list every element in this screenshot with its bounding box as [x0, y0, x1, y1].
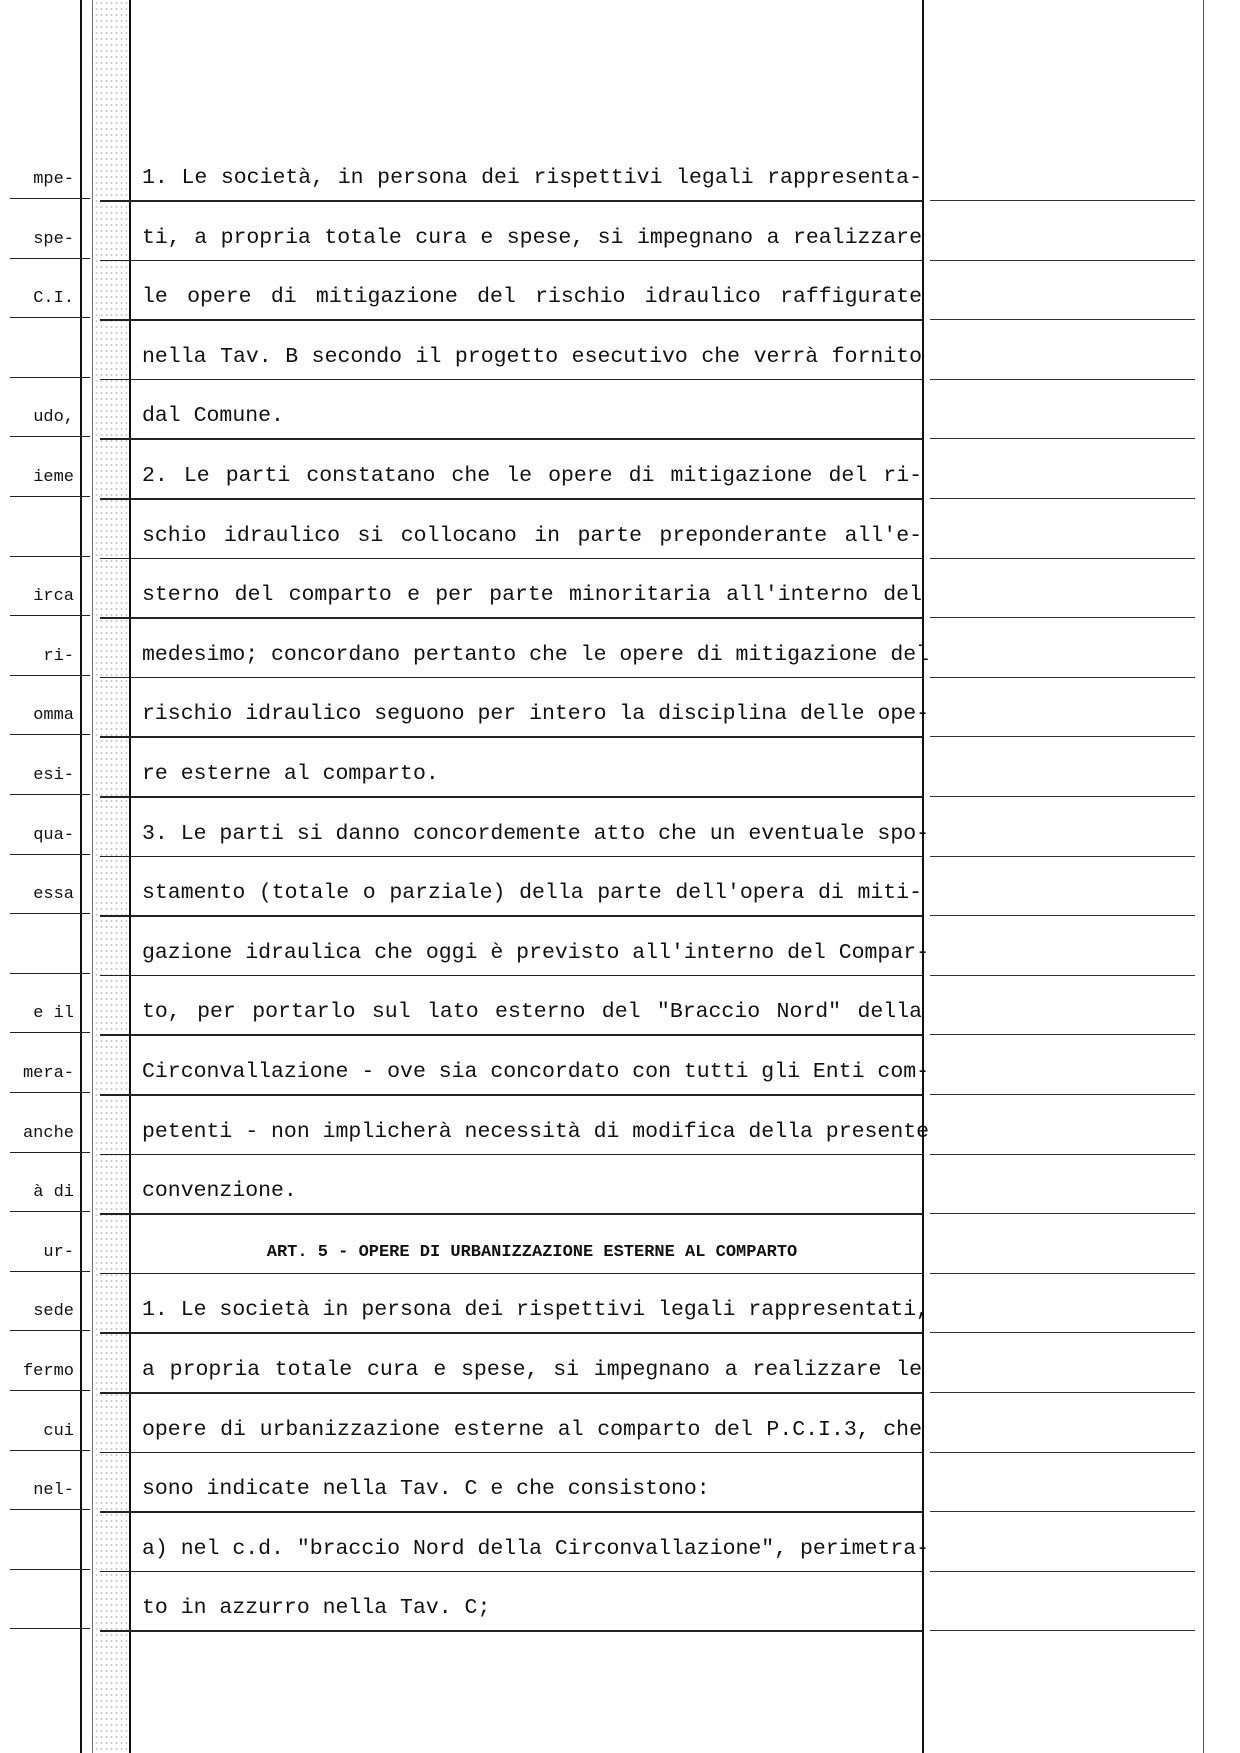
- ruled-line: [10, 436, 90, 437]
- ruled-line: [100, 1034, 923, 1036]
- body-line: schio idraulico si collocano in parte preponderante all'e-: [142, 523, 922, 548]
- ruled-line: [100, 1273, 923, 1275]
- margin-fragment: mera-: [22, 1064, 74, 1083]
- text-line: [0, 1414, 1240, 1474]
- body-line: a propria totale cura e spese, si impegnano a realizzare le: [142, 1358, 922, 1382]
- ruled-line: [930, 498, 1195, 499]
- body-line: convenzione.: [142, 1179, 297, 1204]
- ruled-line: [930, 1452, 1195, 1453]
- margin-fragment: mpe-: [33, 170, 74, 189]
- ruled-line: [930, 796, 1195, 797]
- ruled-line: [930, 915, 1195, 916]
- ruled-line: [930, 558, 1195, 559]
- ruled-line: [100, 200, 923, 202]
- ruled-line: [100, 856, 923, 858]
- text-line: [0, 460, 1240, 520]
- ruled-line: [100, 1452, 923, 1454]
- body-line: nella Tav. B secondo il progetto esecutivo che verrà fornito: [142, 344, 922, 369]
- ruled-line: [10, 1628, 90, 1629]
- ruled-line: [930, 856, 1195, 857]
- ruled-line: [10, 1569, 90, 1570]
- margin-fragment: e il: [33, 1004, 74, 1024]
- body-line: le opere di mitigazione del rischio idraulico raffigurate: [142, 285, 922, 310]
- margin-fragment: C.I.: [33, 289, 74, 309]
- ruled-line: [100, 1392, 923, 1394]
- body-line: 3. Le parti si danno concordemente atto che un eventuale spo-: [142, 821, 930, 846]
- text-line: [0, 1592, 1240, 1652]
- ruled-line: [10, 734, 90, 735]
- ruled-line: [10, 854, 90, 855]
- ruled-line: [100, 1154, 923, 1156]
- ruled-line: [930, 1332, 1195, 1333]
- ruled-line: [10, 556, 90, 557]
- ruled-line: [930, 260, 1195, 261]
- ruled-line: [10, 1509, 90, 1510]
- body-line: sterno del comparto e per parte minoritaria all'interno del: [142, 583, 922, 608]
- ruled-line: [100, 319, 923, 321]
- margin-fragment: ieme: [33, 468, 74, 487]
- text-line: [0, 1056, 1240, 1116]
- ruled-line: [100, 438, 923, 440]
- ruled-line: [100, 617, 923, 619]
- ruled-line: [930, 200, 1195, 201]
- text-line: [0, 1354, 1240, 1414]
- margin-fragment: qua-: [33, 825, 74, 845]
- ruled-line: [930, 617, 1195, 618]
- ruled-line: [100, 1094, 923, 1096]
- ruled-line: [930, 438, 1195, 439]
- text-line: [0, 1294, 1240, 1354]
- body-line: dal Comune.: [142, 404, 284, 429]
- ruled-line: [10, 1271, 90, 1272]
- text-line: [0, 937, 1240, 997]
- ruled-line: [100, 796, 923, 798]
- text-line: [0, 818, 1240, 878]
- body-line: a) nel c.d. "braccio Nord della Circonvallazione", perimetra-: [142, 1536, 930, 1561]
- ruled-line: [930, 1154, 1195, 1155]
- ruled-line: [100, 975, 923, 977]
- ruled-line: [10, 377, 90, 378]
- ruled-line: [100, 1571, 923, 1573]
- ruled-line: [100, 1511, 923, 1513]
- body-line: medesimo; concordano pertanto che le opere di mitigazione del: [142, 642, 930, 667]
- text-line: [0, 877, 1240, 937]
- text-line: [0, 996, 1240, 1056]
- margin-fragment: cui: [43, 1421, 74, 1441]
- ruled-line: [100, 498, 923, 500]
- text-line: [0, 698, 1240, 758]
- ruled-line: [10, 1152, 90, 1153]
- article-heading: ART. 5 - OPERE DI URBANIZZAZIONE ESTERNE AL COMPARTO: [266, 1242, 798, 1262]
- ruled-line: [10, 1330, 90, 1331]
- ruled-line: [930, 1511, 1195, 1512]
- ruled-line: [100, 260, 923, 262]
- ruled-line: [10, 973, 90, 974]
- body-line: re esterne al comparto.: [142, 762, 439, 786]
- ruled-line: [930, 677, 1195, 678]
- ruled-line: [100, 677, 923, 679]
- ruled-line: [930, 1034, 1195, 1035]
- text-line: [0, 520, 1240, 580]
- body-line: rischio idraulico seguono per intero la disciplina delle ope-: [142, 702, 930, 727]
- ruled-line: [10, 1211, 90, 1212]
- text-line: [0, 162, 1240, 222]
- body-line: opere di urbanizzazione esterne al comparto del P.C.I.3, che: [142, 1417, 922, 1442]
- ruled-line: [10, 1032, 90, 1033]
- ruled-line: [10, 1390, 90, 1391]
- ruled-line: [100, 915, 923, 917]
- body-line: 2. Le parti constatano che le opere di mitigazione del ri-: [142, 464, 922, 488]
- margin-fragment: à di: [33, 1183, 74, 1203]
- ruled-line: [930, 1630, 1195, 1631]
- margin-fragment: sede: [33, 1302, 74, 1322]
- body-line: to in azzurro nella Tav. C;: [142, 1596, 491, 1621]
- body-line: 1. Le società, in persona dei rispettivi legali rappresenta-: [142, 166, 922, 190]
- body-line: 1. Le società in persona dei rispettivi legali rappresentati,: [142, 1298, 930, 1323]
- article-heading-row: [0, 1235, 1240, 1295]
- ruled-line: [930, 1094, 1195, 1095]
- margin-fragment: omma: [33, 706, 74, 726]
- ruled-line: [930, 736, 1195, 737]
- text-line: [0, 400, 1240, 460]
- margin-fragment: nel-: [33, 1481, 74, 1501]
- ruled-line: [100, 736, 923, 738]
- text-line: [0, 1473, 1240, 1533]
- ruled-line: [100, 1630, 923, 1632]
- margin-fragment: esi-: [33, 766, 74, 785]
- ruled-line: [100, 379, 923, 381]
- text-line: [0, 579, 1240, 639]
- body-line: petenti - non implicherà necessità di modifica della presente: [142, 1119, 930, 1144]
- text-line: [0, 639, 1240, 699]
- text-line: [0, 1175, 1240, 1235]
- margin-fragment: ur-: [43, 1242, 74, 1262]
- ruled-line: [930, 1213, 1195, 1214]
- ruled-line: [10, 258, 90, 259]
- ruled-line: [930, 975, 1195, 976]
- margin-fragment: essa: [33, 885, 74, 905]
- text-line: [0, 341, 1240, 401]
- body-line: to, per portarlo sul lato esterno del "Braccio Nord" della: [142, 1000, 922, 1025]
- ruled-line: [930, 379, 1195, 380]
- text-line: [0, 222, 1240, 282]
- ruled-line: [10, 317, 90, 318]
- text-line: [0, 1533, 1240, 1593]
- ruled-line: [10, 675, 90, 676]
- ruled-line: [930, 1571, 1195, 1572]
- ruled-line: [100, 1332, 923, 1334]
- ruled-line: [10, 794, 90, 795]
- ruled-line: [930, 1392, 1195, 1393]
- margin-fragment: spe-: [33, 229, 74, 249]
- body-line: gazione idraulica che oggi è previsto all'interno del Compar-: [142, 940, 930, 965]
- ruled-line: [930, 1273, 1195, 1274]
- ruled-line: [10, 1450, 90, 1451]
- ruled-line: [10, 615, 90, 616]
- ruled-line: [10, 913, 90, 914]
- margin-fragment: irca: [33, 587, 74, 607]
- ruled-line: [100, 1213, 923, 1215]
- ruled-line: [10, 496, 90, 497]
- margin-fragment: anche: [22, 1123, 74, 1143]
- ruled-line: [10, 198, 90, 199]
- text-line: [0, 281, 1240, 341]
- margin-fragment: ri-: [43, 646, 74, 666]
- text-line: [0, 1116, 1240, 1176]
- ruled-line: [100, 558, 923, 560]
- margin-fragment: udo,: [33, 408, 74, 428]
- margin-fragment: fermo: [22, 1362, 74, 1381]
- text-line: [0, 758, 1240, 818]
- body-line: sono indicate nella Tav. C e che consistono:: [142, 1477, 710, 1502]
- body-line: Circonvallazione - ove sia concordato con tutti gli Enti com-: [142, 1060, 930, 1084]
- ruled-line: [930, 319, 1195, 320]
- body-line: ti, a propria totale cura e spese, si impegnano a realizzare: [142, 225, 922, 250]
- ruled-line: [10, 1092, 90, 1093]
- body-line: stamento (totale o parziale) della parte dell'opera di miti-: [142, 881, 922, 906]
